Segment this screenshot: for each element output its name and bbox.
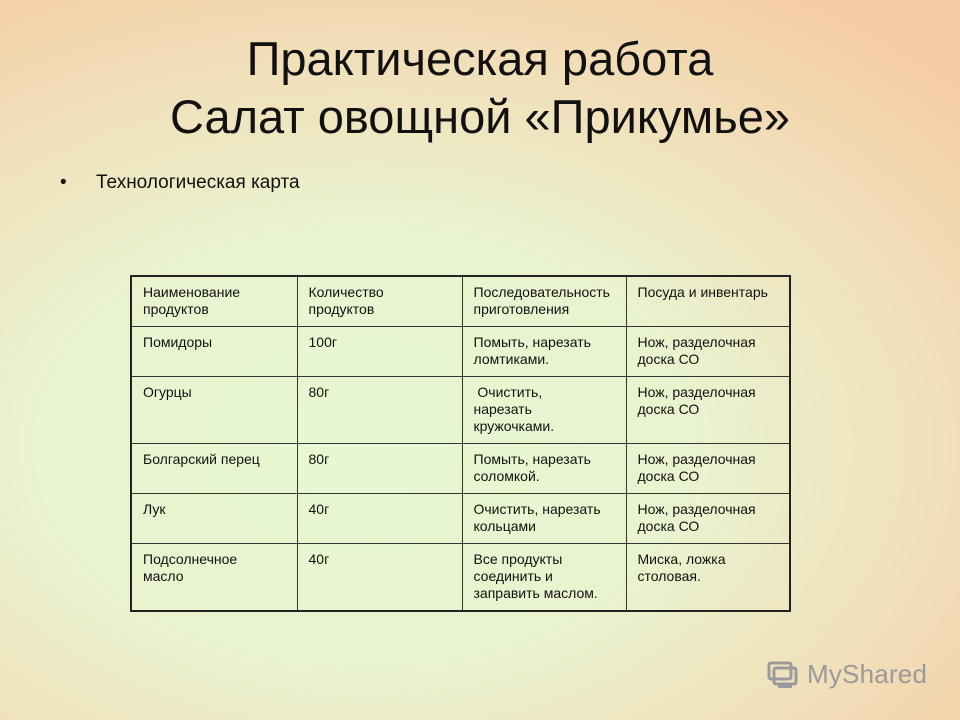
cell-product: Подсолнечное масло [131, 544, 297, 612]
cell-utensils: Миска, ложка столовая. [626, 544, 790, 612]
watermark-text: MyShared [807, 658, 928, 689]
title-line-1: Практическая работа [246, 32, 714, 85]
cell-utensils: Нож, разделочная доска СО [626, 444, 790, 494]
header-utensils: Посуда и инвентарь [626, 276, 790, 327]
cell-product: Помидоры [131, 327, 297, 377]
table-header-row [131, 276, 790, 327]
header-quantity: Количество продуктов [297, 276, 462, 327]
header-sequence: Последовательность приготовления [462, 276, 626, 327]
title-line-2: Салат овощной «Прикумье» [170, 90, 790, 143]
cell-sequence: Помыть, нарезать соломкой. [462, 444, 626, 494]
bullet-text: Технологическая карта [96, 172, 300, 193]
myshared-logo-icon [767, 657, 801, 691]
table-row [131, 544, 790, 612]
table-row [131, 494, 790, 544]
cell-product: Огурцы [131, 377, 297, 444]
table-row [131, 327, 790, 377]
cell-quantity: 80г [297, 377, 462, 444]
cell-product: Лук [131, 494, 297, 544]
myshared-watermark [767, 656, 927, 692]
bullet-item [60, 172, 300, 194]
cell-quantity: 40г [297, 494, 462, 544]
cell-utensils: Нож, разделочная доска СО [626, 494, 790, 544]
cell-utensils: Нож, разделочная доска СО [626, 377, 790, 444]
cell-quantity: 80г [297, 444, 462, 494]
bullet-dot: • [60, 172, 67, 193]
cell-sequence: Очистить, нарезать кольцами [462, 494, 626, 544]
cell-utensils: Нож, разделочная доска СО [626, 327, 790, 377]
cell-sequence: Очистить, нарезать кружочками. [462, 377, 626, 444]
cell-quantity: 40г [297, 544, 462, 612]
table-row [131, 377, 790, 444]
cell-product: Болгарский перец [131, 444, 297, 494]
cell-sequence: Помыть, нарезать ломтиками. [462, 327, 626, 377]
cell-sequence: Все продукты соединить и заправить маслом. [462, 544, 626, 612]
cell-quantity: 100г [297, 327, 462, 377]
table-row [131, 444, 790, 494]
header-products: Наименование продуктов [131, 276, 297, 327]
slide-title [0, 30, 960, 146]
technology-table [130, 275, 791, 612]
